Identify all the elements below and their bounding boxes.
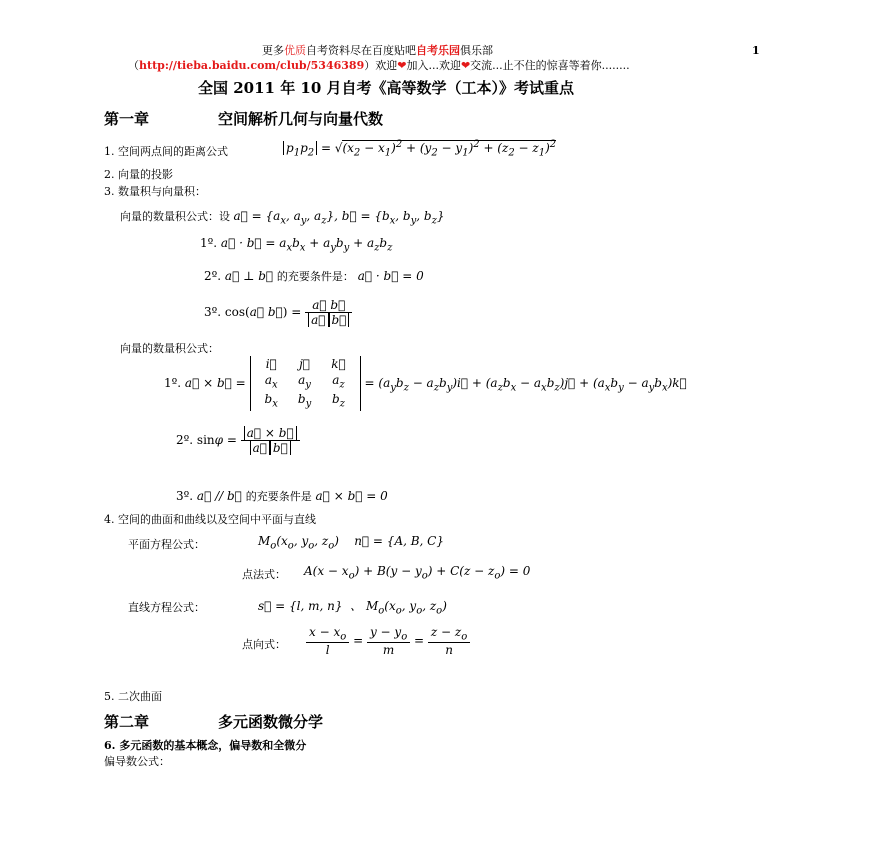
header-text: 俱乐部: [460, 44, 493, 57]
item-6: 6. 多元函数的基本概念，偏导数和全微分: [104, 739, 307, 752]
header-text: 更多: [262, 44, 284, 57]
club-name: 自考乐园: [416, 44, 460, 57]
header-text: ）欢迎: [364, 59, 398, 72]
vector-definition: a⃗ = {$a_x$, $a_y$, $a_z$}, b⃗ = {$b_x$, $b_y$, $b_z$}: [233, 209, 445, 227]
line-formula: s⃗ = {l, m, n} 、 $M_o(x_o$, $y_o$, $z_o$): [258, 599, 447, 617]
label-text: 1º.: [164, 375, 182, 390]
label-text: 3º. cos(: [204, 305, 250, 319]
dot-product-label: [120, 208, 445, 226]
point-normal-label: 点法式：: [242, 568, 286, 581]
point-direction-formula: $\frac{x - x_o}{l}$ = $\frac{y - y_o}{m}$ = $\frac{z - z_o}{n}$: [306, 625, 470, 657]
distance-formula: $p_1p_2 = √(x_2 - x_1)^2 + (y_2 - y_1)^2 + (z_2 - z_1)^2$: [283, 139, 556, 158]
item-4: 4. 空间的曲面和曲线以及空间中平面与直线: [104, 513, 316, 526]
page-number: 1: [752, 44, 760, 57]
header-text: 自考资料尽在百度贴吧: [306, 44, 416, 57]
heart-icon: ❤: [397, 59, 407, 72]
header-text: 交流...止不住的惊喜等着你........: [470, 59, 630, 72]
label-text: 2º.: [204, 269, 222, 283]
plane-formula: $M_o(x_o$, $y_o$, $z_o$) n⃗ = {A, B, C}: [258, 534, 444, 552]
item-2: 2. 向量的投影: [104, 168, 173, 181]
header-line-1: [262, 42, 493, 58]
item-3: 3. 数量积与向量积：: [104, 185, 206, 198]
label-text: 的充要条件是: [245, 490, 312, 503]
chapter-2-title: 多元函数微分学: [218, 713, 324, 731]
heart-icon: ❤: [460, 59, 471, 72]
tieba-link[interactable]: http://tieba.baidu.com/club/5346389: [139, 59, 365, 72]
cross-formula-1: 1º. a⃗ × b⃗ = i⃗ j⃗ k⃗ $a_x$ $a_y$ $a_z$ $b_x$ $b_y$ $b_z$ = ($a_yb_z$ − $a_zb_y)i⃗ + (a_zb_x$ − $a_xb_z)j⃗ + (a_xb_y$ − $a_yb_x)k⃗$: [164, 357, 687, 410]
item-5: 5. 二次曲面: [104, 690, 162, 703]
label-text: 的充要条件是：: [276, 270, 354, 283]
dot-formula-3: 3º. cos(a⃗ b⃗) = $\frac{a⃗ b⃗}{a⃗ b⃗}$: [204, 298, 352, 327]
label-text: 2º. sin: [176, 433, 215, 447]
document-title: 全国 2011 年 10 月自考《高等数学（工本）》考试重点: [198, 79, 575, 97]
dot-formula-1: 1º. a⃗ · b⃗ = $a_xb_x + a_yb_y + a_zb_z$: [200, 236, 393, 254]
label-text: 向量的数量积公式：设: [120, 210, 230, 223]
point-direction-label: 点向式：: [242, 638, 286, 651]
chapter-2-number: 第二章: [104, 713, 150, 731]
paren: （: [128, 59, 139, 72]
chapter-1-title: 空间解析几何与向量代数: [218, 110, 384, 128]
chapter-1-number: 第一章: [104, 110, 150, 128]
line-label: 直线方程公式：: [128, 601, 205, 614]
cross-formula-3: 3º. a⃗ // b⃗ 的充要条件是 a⃗ × b⃗ = 0: [176, 489, 388, 503]
cross-product-label: 向量的数量积公式：: [120, 342, 219, 355]
dot-formula-2: 2º. a⃗ ⊥ b⃗ 的充要条件是： a⃗ · b⃗ = 0: [204, 269, 424, 283]
header-highlight: 优质: [284, 44, 306, 57]
header-text: 加入...欢迎: [406, 59, 461, 72]
cross-formula-2: 2º. sinφ = $\frac{a⃗ \times b⃗}{a⃗ b⃗}$: [176, 426, 300, 455]
label-text: 1º.: [200, 236, 218, 250]
point-normal-formula: $A(x - x_o) + B(y - y_o) + C(z - z_o) = 0$: [304, 564, 531, 582]
determinant: i⃗ j⃗ k⃗ $a_x$ $a_y$ $a_z$ $b_x$ $b_y$ $b_z$: [250, 356, 361, 411]
label-text: 3º.: [176, 489, 194, 503]
header-line-2: [128, 57, 630, 73]
partial-derivative-label: 偏导数公式：: [104, 755, 170, 768]
item-1: 1. 空间两点间的距离公式: [104, 145, 228, 158]
plane-label: 平面方程公式：: [128, 538, 205, 551]
